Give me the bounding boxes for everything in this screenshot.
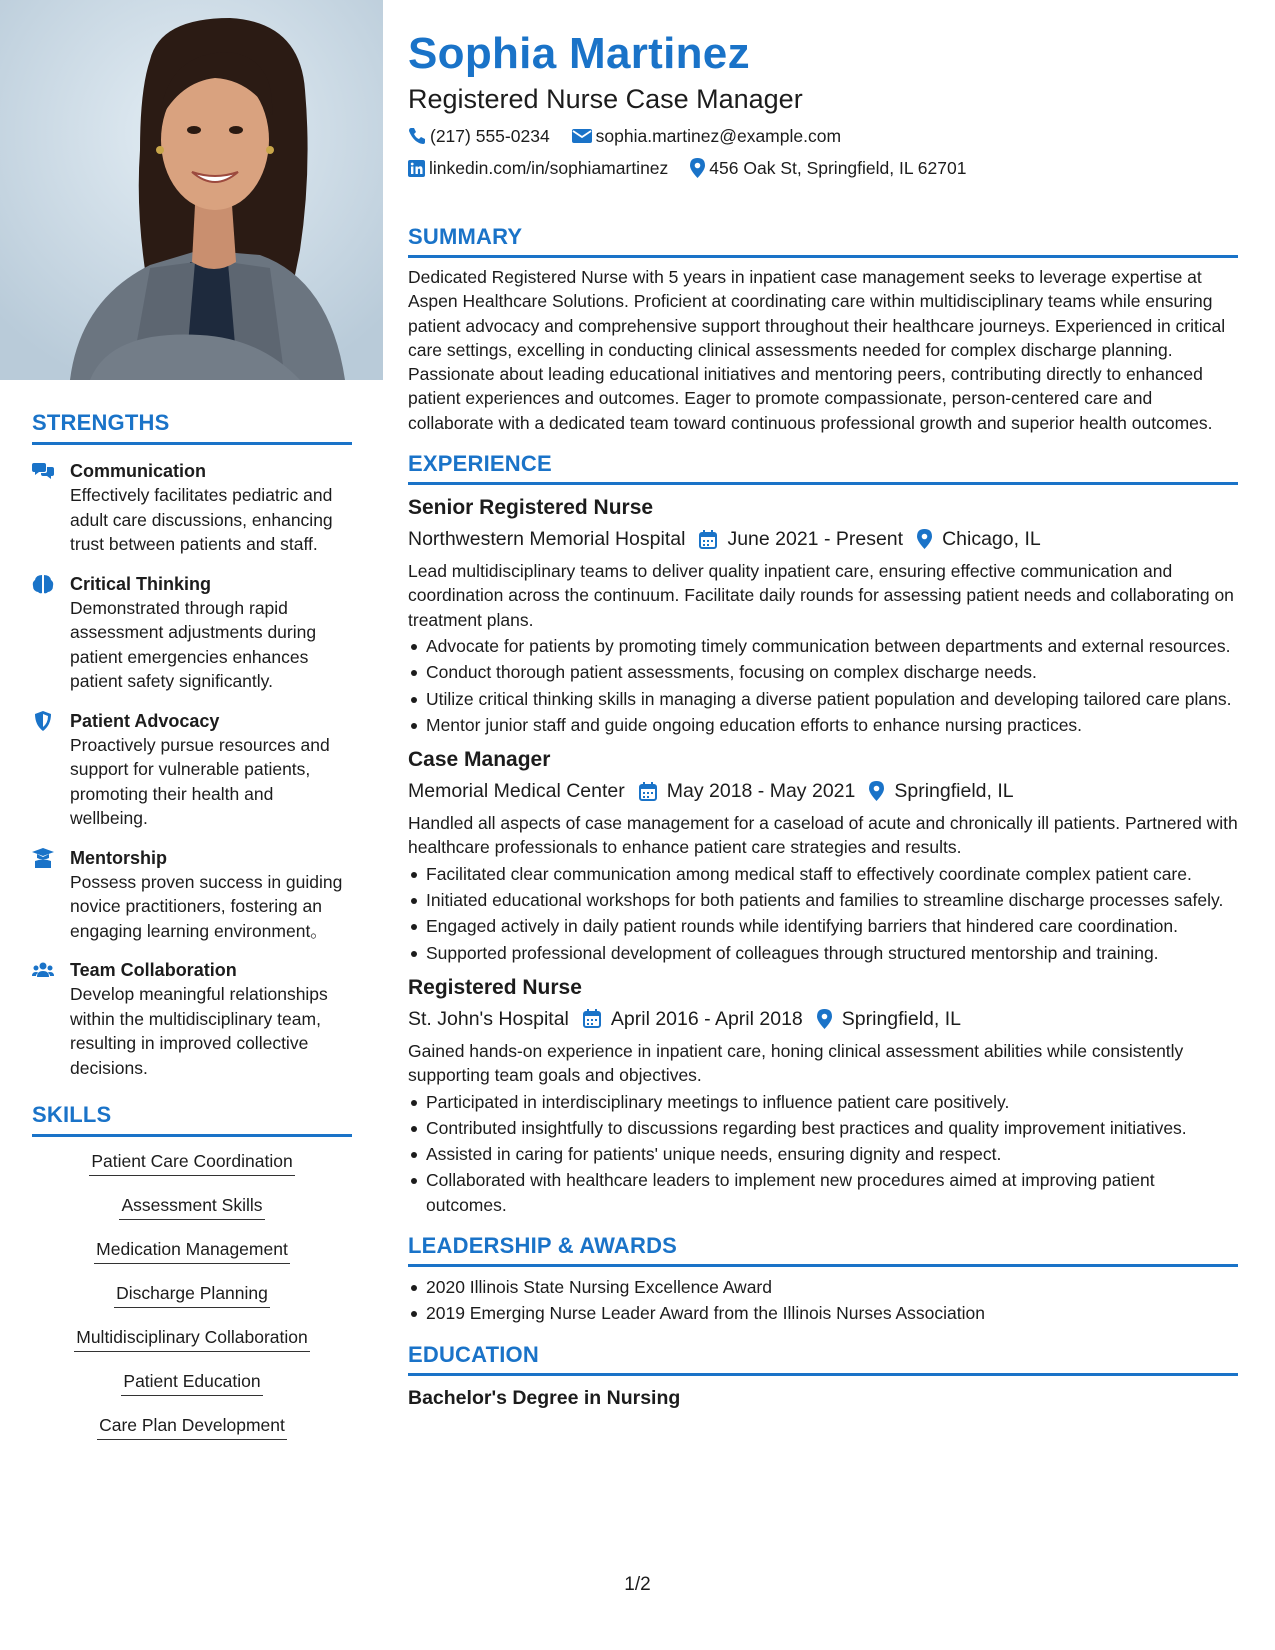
education-heading: EDUCATION [408, 1342, 1238, 1376]
job-employer: Memorial Medical Center [408, 780, 625, 803]
leadership-heading: LEADERSHIP & AWARDS [408, 1233, 1238, 1267]
address-text: 456 Oak St, Springfield, IL 62701 [709, 158, 967, 178]
strength-item [32, 572, 352, 694]
page-number: 1/2 [624, 1574, 651, 1595]
skill-item: Care Plan Development [97, 1413, 287, 1440]
job-meta [408, 777, 1238, 805]
summary-heading: SUMMARY [408, 224, 1238, 258]
education-degree: Bachelor's Degree in Nursing [408, 1386, 681, 1409]
bullet-item: Contributed insightfully to discussions regarding best practices and quality improvement initiatives. [408, 1116, 1238, 1140]
award-item: 2020 Illinois State Nursing Excellence Award [408, 1275, 1238, 1299]
strength-desc: Proactively pursue resources and support for vulnerable patients, promoting their health and wellbeing. [70, 734, 330, 828]
map-pin-icon [817, 1009, 832, 1029]
job-description: Gained hands-on experience in inpatient care, honing clinical assessment abilities while consistently supporting team goals and objectives. [408, 1040, 1184, 1086]
skill-item: Assessment Skills [119, 1193, 264, 1220]
job-title: Senior Registered Nurse [408, 496, 654, 520]
strength-item [32, 846, 352, 944]
contact-email[interactable] [572, 124, 841, 148]
strength-desc: Effectively facilitates pediatric and adult care discussions, enhancing trust between patients and staff. [70, 485, 333, 554]
bullet-item: Facilitated clear communication among medical staff to effectively coordinate complex patient care. [408, 862, 1238, 886]
award-item: 2019 Emerging Nurse Leader Award from the Illinois Nurses Association [408, 1301, 1238, 1325]
strength-item [32, 958, 352, 1080]
job-bullets [408, 1090, 1238, 1217]
shield-icon [32, 711, 54, 731]
leadership-list [408, 1275, 1238, 1326]
envelope-icon [572, 128, 592, 144]
bullet-item: Supported professional development of colleagues through structured mentorship and training. [408, 941, 1238, 965]
portrait-illustration [0, 0, 383, 380]
skill-item: Patient Education [121, 1369, 262, 1396]
job-meta [408, 1005, 1238, 1033]
phone-text: (217) 555-0234 [430, 126, 550, 146]
map-pin-icon [869, 781, 884, 801]
skill-item: Multidisciplinary Collaboration [74, 1325, 310, 1352]
contact-row-2 [408, 156, 1238, 180]
job-title: Registered Nurse [408, 975, 582, 999]
job-bullets [408, 862, 1238, 965]
job-location: Springfield, IL [894, 780, 1014, 803]
linkedin-icon [408, 160, 425, 177]
bullet-item: Participated in interdisciplinary meetings to influence patient care positively. [408, 1090, 1238, 1114]
strength-title: Team Collaboration [70, 960, 237, 980]
bullet-item: Assisted in caring for patients' unique needs, ensuring dignity and respect. [408, 1142, 1238, 1166]
profile-photo [0, 0, 383, 380]
job-location: Springfield, IL [841, 1007, 962, 1030]
contact-linkedin[interactable] [408, 156, 668, 180]
job-entry [408, 973, 1238, 1217]
sidebar [0, 0, 383, 1650]
job-description: Lead multidisciplinary teams to deliver quality inpatient care, ensuring effective communication and coordination across the continuum. Facilitate daily rounds for assessing patient needs and collaborating on treatment plans. [408, 561, 1234, 630]
email-text: sophia.martinez@example.com [595, 126, 842, 146]
bullet-item: Advocate for patients by promoting timely communication between departments and external resources. [408, 634, 1238, 658]
experience-heading: EXPERIENCE [408, 451, 1238, 485]
skills-heading: SKILLS [32, 1102, 352, 1137]
strength-desc: Possess proven success in guiding novice practitioners, fostering an engaging learning environment。 [70, 871, 343, 941]
contact-address [690, 156, 966, 180]
calendar-icon [583, 1009, 601, 1028]
users-icon [32, 960, 54, 980]
linkedin-text: linkedin.com/in/sophiamartinez [429, 158, 669, 178]
skill-item: Discharge Planning [114, 1281, 270, 1308]
strength-desc: Demonstrated through rapid assessment adjustments during patient emergencies enhances patient safety significantly. [70, 597, 317, 691]
calendar-icon [639, 782, 657, 801]
job-bullets [408, 634, 1238, 737]
strength-title: Mentorship [70, 847, 167, 868]
skills-list [32, 1149, 352, 1457]
sidebar-content [32, 410, 352, 1457]
job-employer: Northwestern Memorial Hospital [408, 528, 686, 551]
calendar-icon [699, 530, 717, 549]
strength-item [32, 459, 352, 557]
map-pin-icon [690, 158, 705, 178]
strength-item [32, 709, 352, 831]
teacher-icon [32, 848, 54, 868]
candidate-name: Sophia Martinez [408, 29, 750, 78]
candidate-role: Registered Nurse Case Manager [408, 84, 803, 114]
strengths-heading: STRENGTHS [32, 410, 352, 445]
job-dates: May 2018 - May 2021 [666, 780, 856, 803]
skill-item: Medication Management [94, 1237, 290, 1264]
strength-title: Patient Advocacy [70, 710, 220, 731]
map-pin-icon [917, 529, 932, 549]
skill-item: Patient Care Coordination [89, 1149, 294, 1176]
contact-row [408, 124, 1238, 148]
job-dates: June 2021 - Present [727, 528, 904, 551]
brain-icon [32, 574, 54, 594]
strengths-list [32, 459, 352, 1080]
bullet-item: Engaged actively in daily patient rounds while identifying barriers that hindered care coordination. [408, 914, 1238, 938]
phone-icon [408, 127, 426, 145]
job-employer: St. John's Hospital [408, 1007, 569, 1030]
chat-bubbles-icon [32, 461, 54, 481]
job-dates: April 2016 - April 2018 [610, 1007, 803, 1030]
bullet-item: Utilize critical thinking skills in managing a diverse patient population and developing tailored care plans. [408, 687, 1238, 711]
bullet-item: Conduct thorough patient assessments, focusing on complex discharge needs. [408, 660, 1238, 684]
strength-desc: Develop meaningful relationships within the multidisciplinary team, resulting in improved collective decisions. [70, 984, 328, 1078]
strength-title: Critical Thinking [70, 573, 212, 594]
contact-phone[interactable] [408, 124, 550, 148]
job-location: Chicago, IL [942, 528, 1041, 551]
summary-text: Dedicated Registered Nurse with 5 years in inpatient case management seeks to leverage expertise at Aspen Healthcare Solutions. Proficient at coordinating care within multidisciplinary teams while ensuring patient advocacy and comprehensive support throughout their healthcare journeys. Experienced in critical care settings, excelling in conducting clinical assessments needed for complex discharge planning. Passionate about leading educational initiatives and mentoring peers, contributing directly to enhanced patient experiences and outcomes. Eager to promote compassionate, person-centered care and collaborate with a dedicated team toward continuous professional growth and superior health outcomes. [408, 267, 1226, 433]
main-content [408, 28, 1238, 1412]
job-entry [408, 493, 1238, 737]
job-title: Case Manager [408, 748, 551, 772]
job-description: Handled all aspects of case management for a caseload of acute and chronically ill patients. Partnered with healthcare professionals to enhance patient care strategies and results. [408, 813, 1238, 858]
bullet-item: Mentor junior staff and guide ongoing education efforts to enhance nursing practices. [408, 713, 1238, 737]
strength-title: Communication [70, 461, 207, 481]
bullet-item: Collaborated with healthcare leaders to implement new procedures aimed at improving patient outcomes. [408, 1168, 1238, 1217]
job-entry [408, 745, 1238, 965]
job-meta [408, 525, 1238, 553]
bullet-item: Initiated educational workshops for both patients and families to streamline discharge processes safely. [408, 888, 1238, 912]
